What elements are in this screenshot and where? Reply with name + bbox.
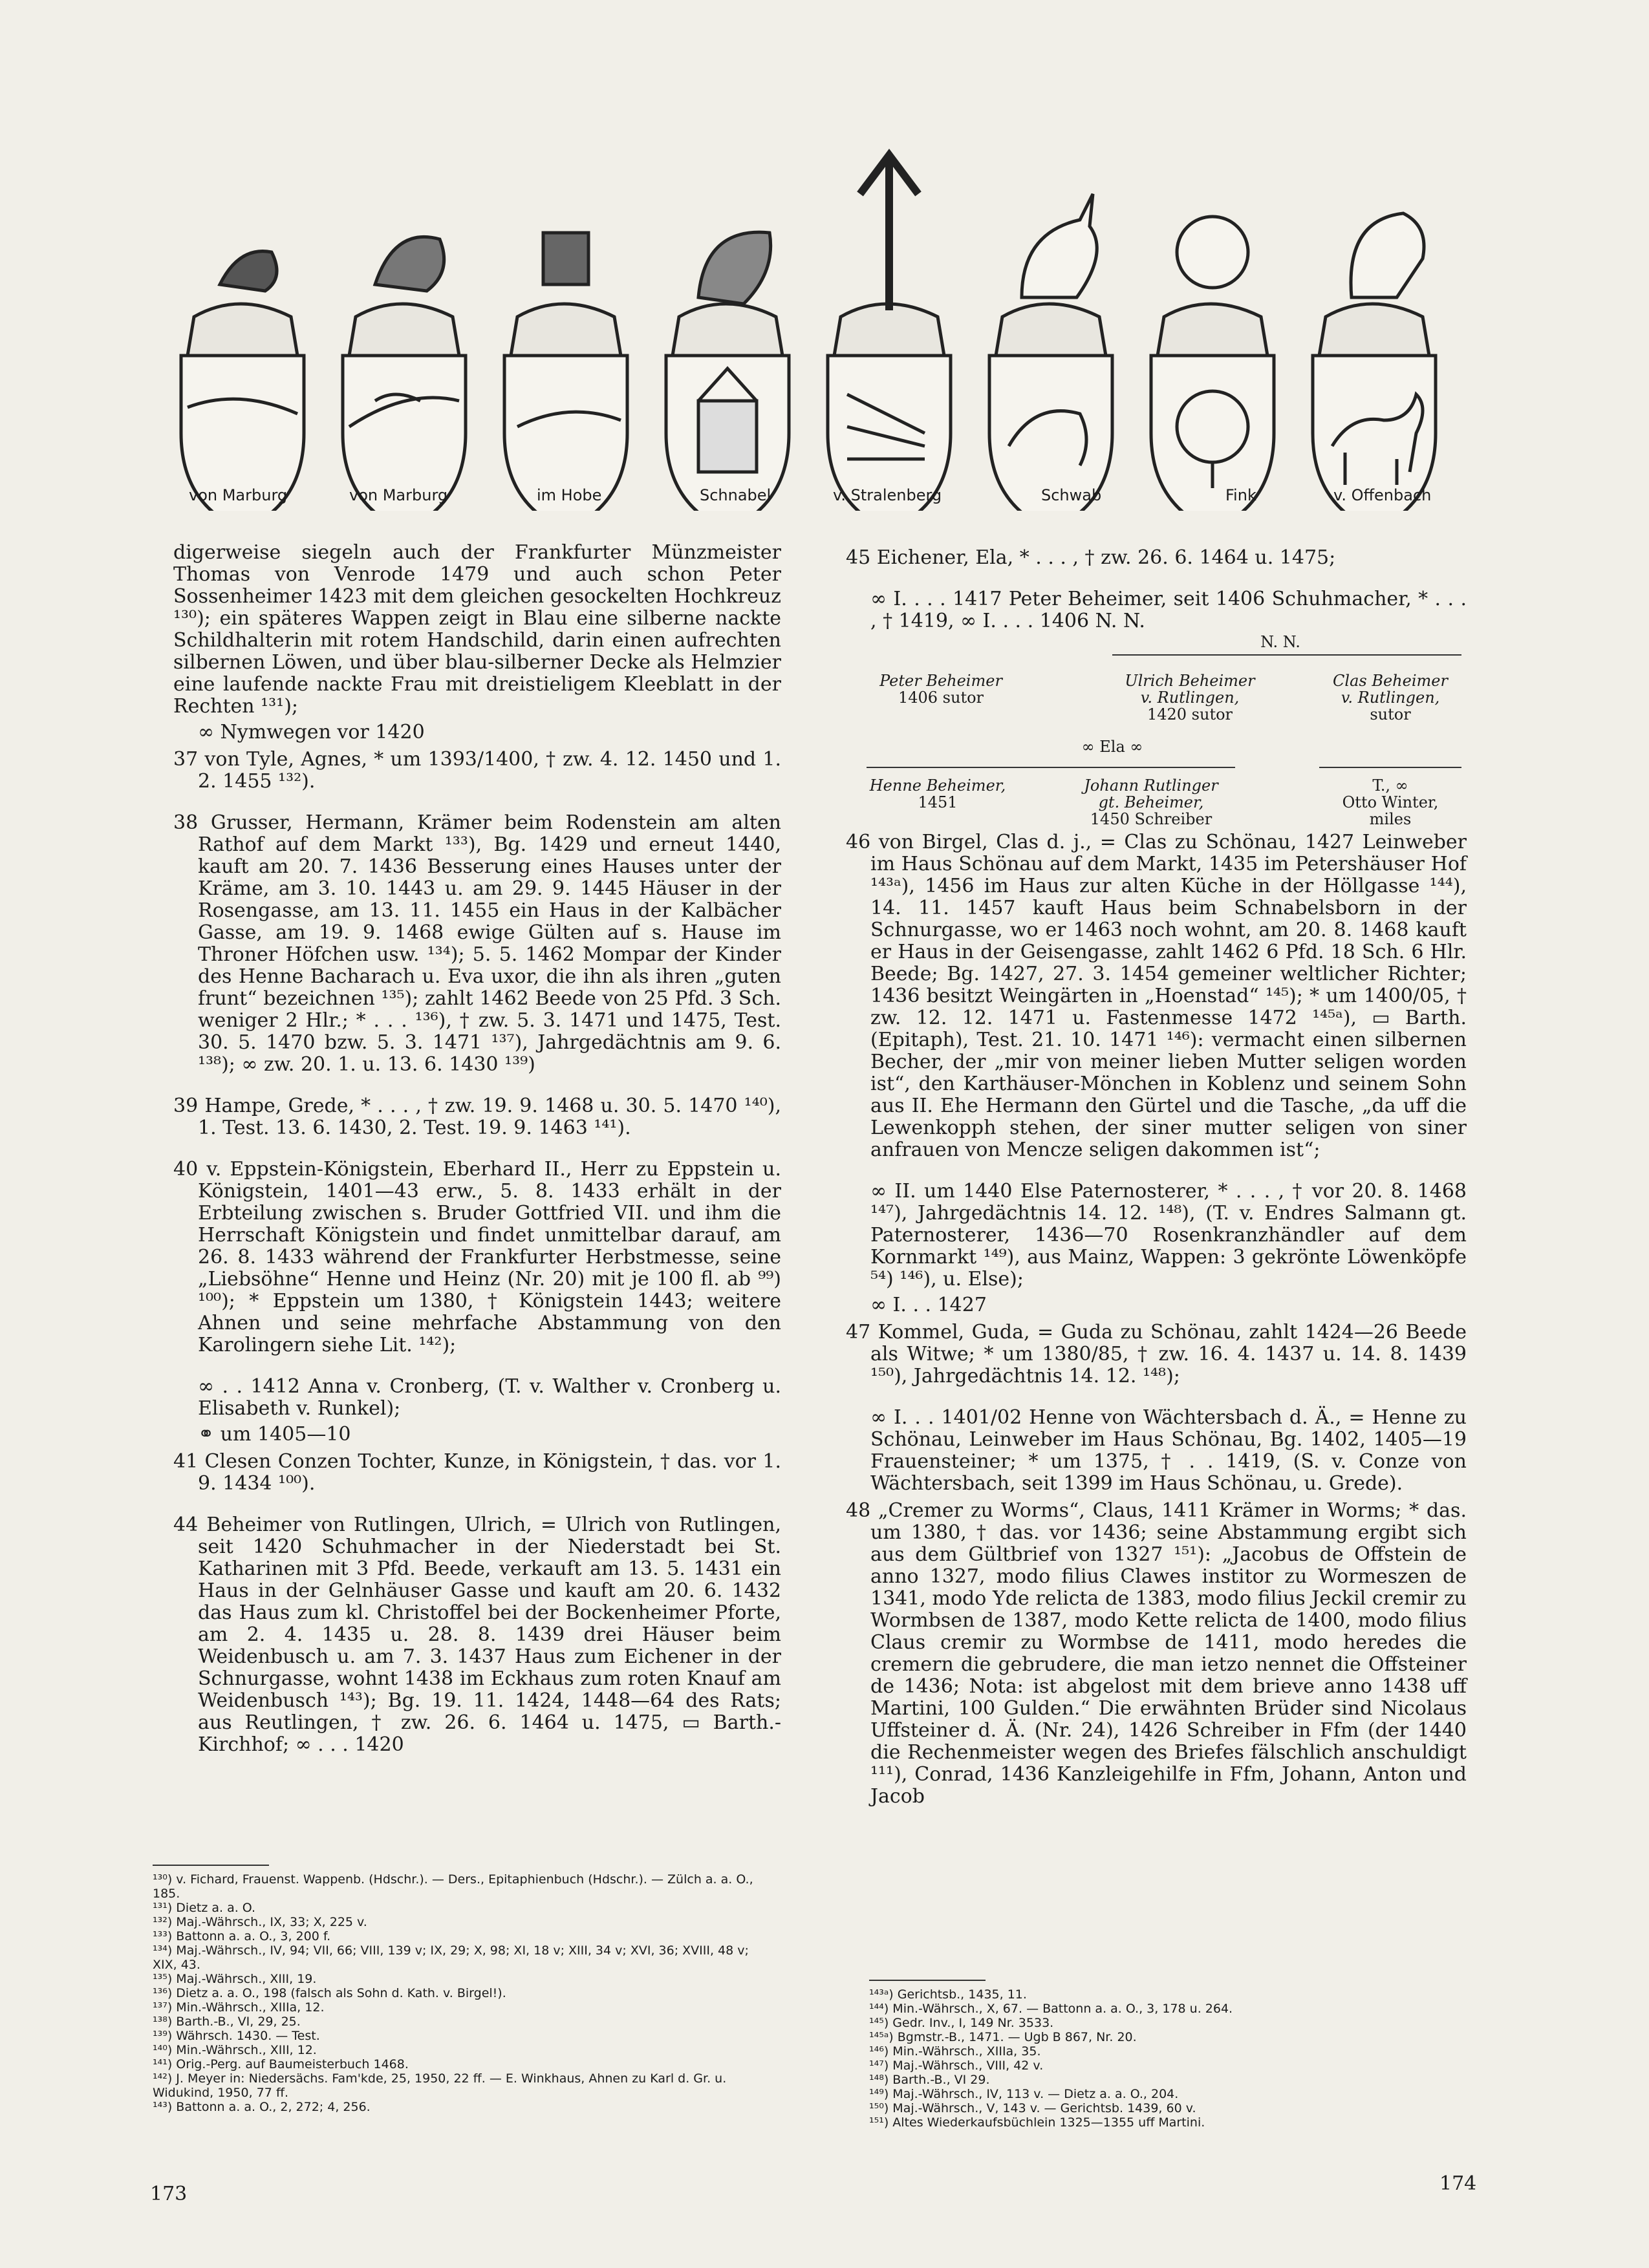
tree-ulrich-name: Ulrich Beheimer (1125, 672, 1255, 690)
intro-paragraph: digerweise siegeln auch der Frankfurter Münzmeister Thomas von Venrode 1479 und auch schon Peter Sossenheimer 1423 mit dem gleichen gesockelten Hochkreuz ¹³⁰); ein späteres Wappen zeigt in Blau eine silberne nackte Schildhalterin mit rotem Handschild, darin einen aufrechten silbernen Löwen, und über blau-silberner Decke als Helmzier eine laufende nackte Frau mit dreistieligem Kleeblatt in der Rechten ¹³¹); (173, 541, 781, 718)
crest-label: von Marburg (349, 486, 448, 504)
crest-1 (181, 251, 304, 511)
crest-label: v. Stralenberg (833, 486, 942, 504)
footnote: ¹³³) Battonn a. a. O., 3, 200 f. (153, 1929, 331, 1943)
footnote: ¹⁴³ᵃ) Gerichtsb., 1435, 11. (869, 1987, 1027, 2002)
entry-40-union: ⚭ um 1405—10 (198, 1423, 351, 1446)
footnote: ¹³⁹) Währsch. 1430. — Test. (153, 2029, 320, 2043)
crest-5 (828, 155, 951, 511)
footnote: ¹⁴⁶) Min.-Währsch., XIIIa, 35. (869, 2044, 1041, 2059)
intro-marriage: ∞ Nymwegen vor 1420 (198, 721, 425, 744)
crest-3 (504, 233, 627, 511)
entry-45-marriage: ∞ I. . . . 1417 Peter Beheimer, seit 1406 Schuhmacher, * . . . , † 1419, ∞ I. . . . 1406 N. N. (870, 588, 1467, 632)
tree-ulrich-origin: v. Rutlingen, (1140, 689, 1240, 707)
tree-otto-line1: T., ∞ (1372, 776, 1408, 795)
tree-otto (1326, 777, 1455, 828)
page-number-right: 174 (1439, 2172, 1477, 2195)
entry-48: 48 „Cremer zu Worms“, Claus, 1411 Krämer in Worms; * das. um 1380, † das. vor 1436; seine Abstammung ergibt sich aus dem Gültbrief von 1327 ¹⁵¹): „Jacobus de Offstein de anno 1327, modo filius Clawes institor zu Wormeszen de 1341, modo Yde relicta de 1383, modo filius Jeckil cremir zu Wormbsen de 1387, modo Kette relicta de 1400, modo filius Claus cremir zu Wormbse de 1411, modo heredes die cremern die gebrudere, die man ietzo nennet die Offsteiner de 1436; Nota: ist abgelost mit dem brieve anno 1438 uff Martini, 100 Gulden.“ Die erwähnten Brüder sind Nicolaus Uffsteiner d. Ä. (Nr. 24), 1426 Schreiber in Ffm (der 1440 die Rechenmeister wegen des Briefes fälschlich anschuldigt ¹¹¹), Conrad, 1436 Kanzleigehilfe in Ffm, Johann, Anton und Jacob (846, 1499, 1467, 1808)
footnote-divider-right (869, 1980, 986, 1981)
entry-46: 46 von Birgel, Clas d. j., = Clas zu Schönau, 1427 Leinweber im Haus Schönau auf dem Markt, 1435 im Petershäuser Hof ¹⁴³ᵃ), 1456 im Haus zur alten Küche in der Höllgasse ¹⁴⁴), 14. 11. 1457 kauft Haus beim Schnabelsborn in der Schnurgasse, wo er 1463 noch wohnt, am 20. 8. 1468 kauft er Haus in der Geisengasse, zahlt 1462 6 Pfd. 18 Sch. 6 Hlr. Beede; Bg. 1427, 27. 3. 1454 gemeiner weltlicher Richter; 1436 besitzt Weingärten in „Hoenstad“ ¹⁴⁵); * um 1400/05, † zw. 12. 12. 1471 u. Fastenmesse 1472 ¹⁴⁵ᵃ), ▭ Barth. (Epitaph), Test. 21. 10. 1471 ¹⁴⁶): vermacht einen silbernen Becher, der „mir von meiner lieben Mutter seligen worden ist“, den Karthäuser-Mönchen in Koblenz und seinem Sohn aus II. Ehe Hermann den Gürtel und die Tasche, „da uff die Lewenkopph stehen, der siner mutter seligen von siner anfrauen von Mencze seligen dakommen ist“; (846, 831, 1467, 1161)
crest-2 (343, 237, 466, 511)
crest-4 (666, 232, 789, 511)
footnote: ¹³²) Maj.-Währsch., IX, 33; X, 225 v. (153, 1915, 367, 1929)
entry-41: 41 Clesen Conzen Tochter, Kunze, in Königstein, † das. vor 1. 9. 1434 ¹⁰⁰). (173, 1450, 781, 1495)
footnote: ¹⁴⁵) Gedr. Inv., I, 149 Nr. 3533. (869, 2016, 1054, 2030)
tree-otto-name: Otto Winter, (1342, 793, 1439, 811)
tree-otto-note: miles (1369, 810, 1412, 828)
footnote: ¹⁴³) Battonn a. a. O., 2, 272; 4, 256. (153, 2100, 371, 2114)
entry-44: 44 Beheimer von Rutlingen, Ulrich, = Ulrich von Rutlingen, seit 1420 Schuhmacher in der Niederstadt bei St. Katharinen mit 3 Pfd. Beede, verkauft am 13. 5. 1431 ein Haus in der Gelnhäuser Gasse und kauft am 20. 6. 1432 das Haus zum kl. Christoffel bei der Bockenheimer Pforte, am 2. 4. 1435 u. 28. 8. 1439 drei Häuser beim Weidenbusch u. am 7. 3. 1437 Haus zum Eichener in der Schnurgasse, wohnt 1438 im Eckhaus zum roten Knauf am Weidenbusch ¹⁴³); Bg. 19. 11. 1424, 1448—64 des Rats; aus Reutlingen, † zw. 26. 6. 1464 u. 1475, ▭ Barth.-Kirchhof; ∞ . . . 1420 (173, 1514, 781, 1756)
footnote: ¹⁴⁴) Min.-Währsch., X, 67. — Battonn a. a. O., 3, 178 u. 264. (869, 2002, 1233, 2016)
entry-46-marriage-1: ∞ I. . . 1427 (870, 1294, 987, 1316)
crest-label: Schnabel (700, 486, 771, 504)
tree-clas-note: sutor (1370, 705, 1411, 723)
entry-37: 37 von Tyle, Agnes, * um 1393/1400, † zw. 4. 12. 1450 und 1. 2. 1455 ¹³²). (173, 748, 781, 793)
footnote: ¹³⁷) Min.-Währsch., XIIIa, 12. (153, 2000, 325, 2015)
footnote: ¹⁴²) J. Meyer in: Niedersächs. Fam'kde, 25, 1950, 22 ff. — E. Winkhaus, Ahnen zu Karl d. Gr. u. Widukind, 1950, 77 ff. (153, 2071, 727, 2100)
crest-7 (1151, 217, 1274, 511)
tree-clas (1319, 672, 1461, 723)
page-number-left: 173 (150, 2183, 188, 2205)
footnote: ¹⁵⁰) Maj.-Währsch., V, 143 v. — Gerichtsb. 1439, 60 v. (869, 2101, 1196, 2115)
tree-ulrich-note: 1420 sutor (1147, 705, 1233, 723)
tree-line (867, 767, 1235, 768)
tree-line (1112, 654, 1461, 656)
coats-of-arms-illustration (129, 123, 1507, 511)
tree-peter (860, 672, 1022, 706)
tree-top: N. N. (1260, 633, 1300, 651)
footnote: ¹³⁴) Maj.-Währsch., IV, 94; VII, 66; VIII, 139 v; IX, 29; X, 98; XI, 18 v; XIII, 34 v; XVI, 36; XVIII, 48 v; XIX, 43. (153, 1943, 749, 1972)
footnote: ¹³⁰) v. Fichard, Frauenst. Wappenb. (Hdschr.). — Ders., Epitaphienbuch (Hdschr.). — Zülch a. a. O., 185. (153, 1872, 753, 1901)
tree-clas-name: Clas Beheimer (1333, 672, 1448, 690)
left-footnotes (153, 1872, 773, 2114)
footnote: ¹⁵¹) Altes Wiederkaufsbüchlein 1325—1355 uff Martini. (869, 2115, 1205, 2130)
tree-ulrich (1099, 672, 1280, 723)
tree-johann (1061, 777, 1242, 828)
crest-label: von Marburg (189, 486, 288, 504)
tree-henne-note: 1451 (918, 793, 958, 811)
crest-label: Fink (1225, 486, 1256, 504)
footnote: ¹³⁵) Maj.-Währsch., XIII, 19. (153, 1972, 317, 1986)
tree-peter-note: 1406 sutor (898, 689, 984, 707)
coats-of-arms-labels (155, 486, 1487, 512)
entry-47: 47 Kommel, Guda, = Guda zu Schönau, zahlt 1424—26 Beede als Witwe; * um 1380/85, † zw. 16. 4. 1437 u. 14. 8. 1439 ¹⁵⁰), Jahrgedächtnis 14. 12. ¹⁴⁸); (846, 1321, 1467, 1387)
entry-38: 38 Grusser, Hermann, Krämer beim Rodenstein am alten Rathof auf dem Markt ¹³³), Bg. 1429 und erneut 1440, kauft am 20. 7. 1436 Besserung eines Hauses unter der Kräme, am 3. 10. 1443 u. am 29. 9. 1445 Häuser in der Rosengasse, am 13. 11. 1455 ein Haus in der Kalbächer Gasse, am 19. 9. 1468 ewige Gülten auf s. Hause im Throner Höfchen usw. ¹³⁴); 5. 5. 1462 Mompar der Kinder des Henne Bacharach u. Eva uxor, die ihn als ihren „guten frunt“ bezeichnen ¹³⁵); zahlt 1462 Beede von 25 Pfd. 3 Sch. weniger 2 Hlr.; * . . . ¹³⁶), † zw. 5. 3. 1471 und 1475, Test. 30. 5. 1470 bzw. 5. 3. 1471 ¹³⁷), Jahrgedächtnis am 9. 6. ¹³⁸); ∞ zw. 20. 1. u. 13. 6. 1430 ¹³⁹) (173, 811, 781, 1076)
entry-46-marriage-2: ∞ II. um 1440 Else Paternosterer, * . . . , † vor 20. 8. 1468 ¹⁴⁷), Jahrgedächtnis 14. 12. ¹⁴⁸), (T. v. Endres Salmann gt. Paternosterer, 1436—70 Rosenkranzhändler auf dem Kornmarkt ¹⁴⁹), aus Mainz, Wappen: 3 gekrönte Löwenköpfe ⁵⁴) ¹⁴⁶), u. Else); (870, 1180, 1467, 1290)
crest-8 (1313, 213, 1436, 511)
crest-label: im Hobe (537, 486, 602, 504)
footnote: ¹⁴⁸) Barth.-B., VI 29. (869, 2073, 990, 2087)
family-tree (854, 627, 1468, 840)
tree-henne-name: Henne Beheimer, (869, 776, 1006, 795)
tree-johann-name: Johann Rutlinger (1084, 776, 1218, 795)
tree-peter-name: Peter Beheimer (879, 672, 1002, 690)
entry-39: 39 Hampe, Grede, * . . . , † zw. 19. 9. 1468 u. 30. 5. 1470 ¹⁴⁰), 1. Test. 13. 6. 1430, 2. Test. 19. 9. 1463 ¹⁴¹). (173, 1095, 781, 1139)
tree-johann-note: 1450 Schreiber (1090, 810, 1212, 828)
tree-henne (854, 777, 1022, 811)
crest-6 (989, 194, 1112, 511)
crest-label: v. Offenbach (1333, 486, 1432, 504)
tree-ela: ∞ Ela ∞ (1081, 738, 1143, 756)
entry-45: 45 Eichener, Ela, * . . . , † zw. 26. 6. 1464 u. 1475; (846, 546, 1336, 569)
right-footnotes (869, 1987, 1464, 2130)
tree-clas-origin: v. Rutlingen, (1341, 689, 1440, 707)
footnote: ¹⁴⁷) Maj.-Währsch., VIII, 42 v. (869, 2059, 1044, 2073)
footnote-divider-left (153, 1865, 269, 1866)
crest-label: Schwab (1041, 486, 1102, 504)
footnote: ¹⁴¹) Orig.-Perg. auf Baumeisterbuch 1468. (153, 2057, 409, 2071)
footnote: ¹⁴⁹) Maj.-Währsch., IV, 113 v. — Dietz a. a. O., 204. (869, 2087, 1179, 2101)
tree-johann-alias: gt. Beheimer, (1098, 793, 1204, 811)
footnote: ¹³⁸) Barth.-B., VI, 29, 25. (153, 2015, 301, 2029)
tree-line (1319, 767, 1461, 768)
footnote: ¹³⁶) Dietz a. a. O., 198 (falsch als Sohn d. Kath. v. Birgel!). (153, 1986, 506, 2000)
left-column (173, 542, 781, 1775)
entry-47-marriage: ∞ I. . . 1401/02 Henne von Wächtersbach d. Ä., = Henne zu Schönau, Leinweber im Haus Schönau, Bg. 1402, 1405—19 Frauensteiner; * um 1375, † . . 1419, (S. v. Conze von Wächtersbach, seit 1399 im Haus Schönau, u. Grede). (870, 1406, 1467, 1495)
entry-40: 40 v. Eppstein-Königstein, Eberhard II., Herr zu Eppstein u. Königstein, 1401—43 erw., 5. 8. 1433 erhält in der Erbteilung zwischen s. Bruder Gottfried VII. und ihm die Herrschaft Königstein und findet unmittelbar darauf, am 26. 8. 1433 während der Frankfurter Herbstmesse, seine „Liebsöhne“ Henne und Heinz (Nr. 20) mit je 100 fl. ab ⁹⁹) ¹⁰⁰); * Eppstein um 1380, † Königstein 1443; weitere Ahnen und seine mehrfache Abstammung von den Karolingern siehe Lit. ¹⁴²); (173, 1158, 781, 1356)
footnote: ¹³¹) Dietz a. a. O. (153, 1901, 256, 1915)
entry-40-marriage: ∞ . . 1412 Anna v. Cronberg, (T. v. Walther v. Cronberg u. Elisabeth v. Runkel); (198, 1375, 781, 1420)
footnote: ¹⁴⁵ᵃ) Bgmstr.-B., 1471. — Ugb B 867, Nr. 20. (869, 2030, 1137, 2044)
footnote: ¹⁴⁰) Min.-Währsch., XIII, 12. (153, 2043, 317, 2057)
